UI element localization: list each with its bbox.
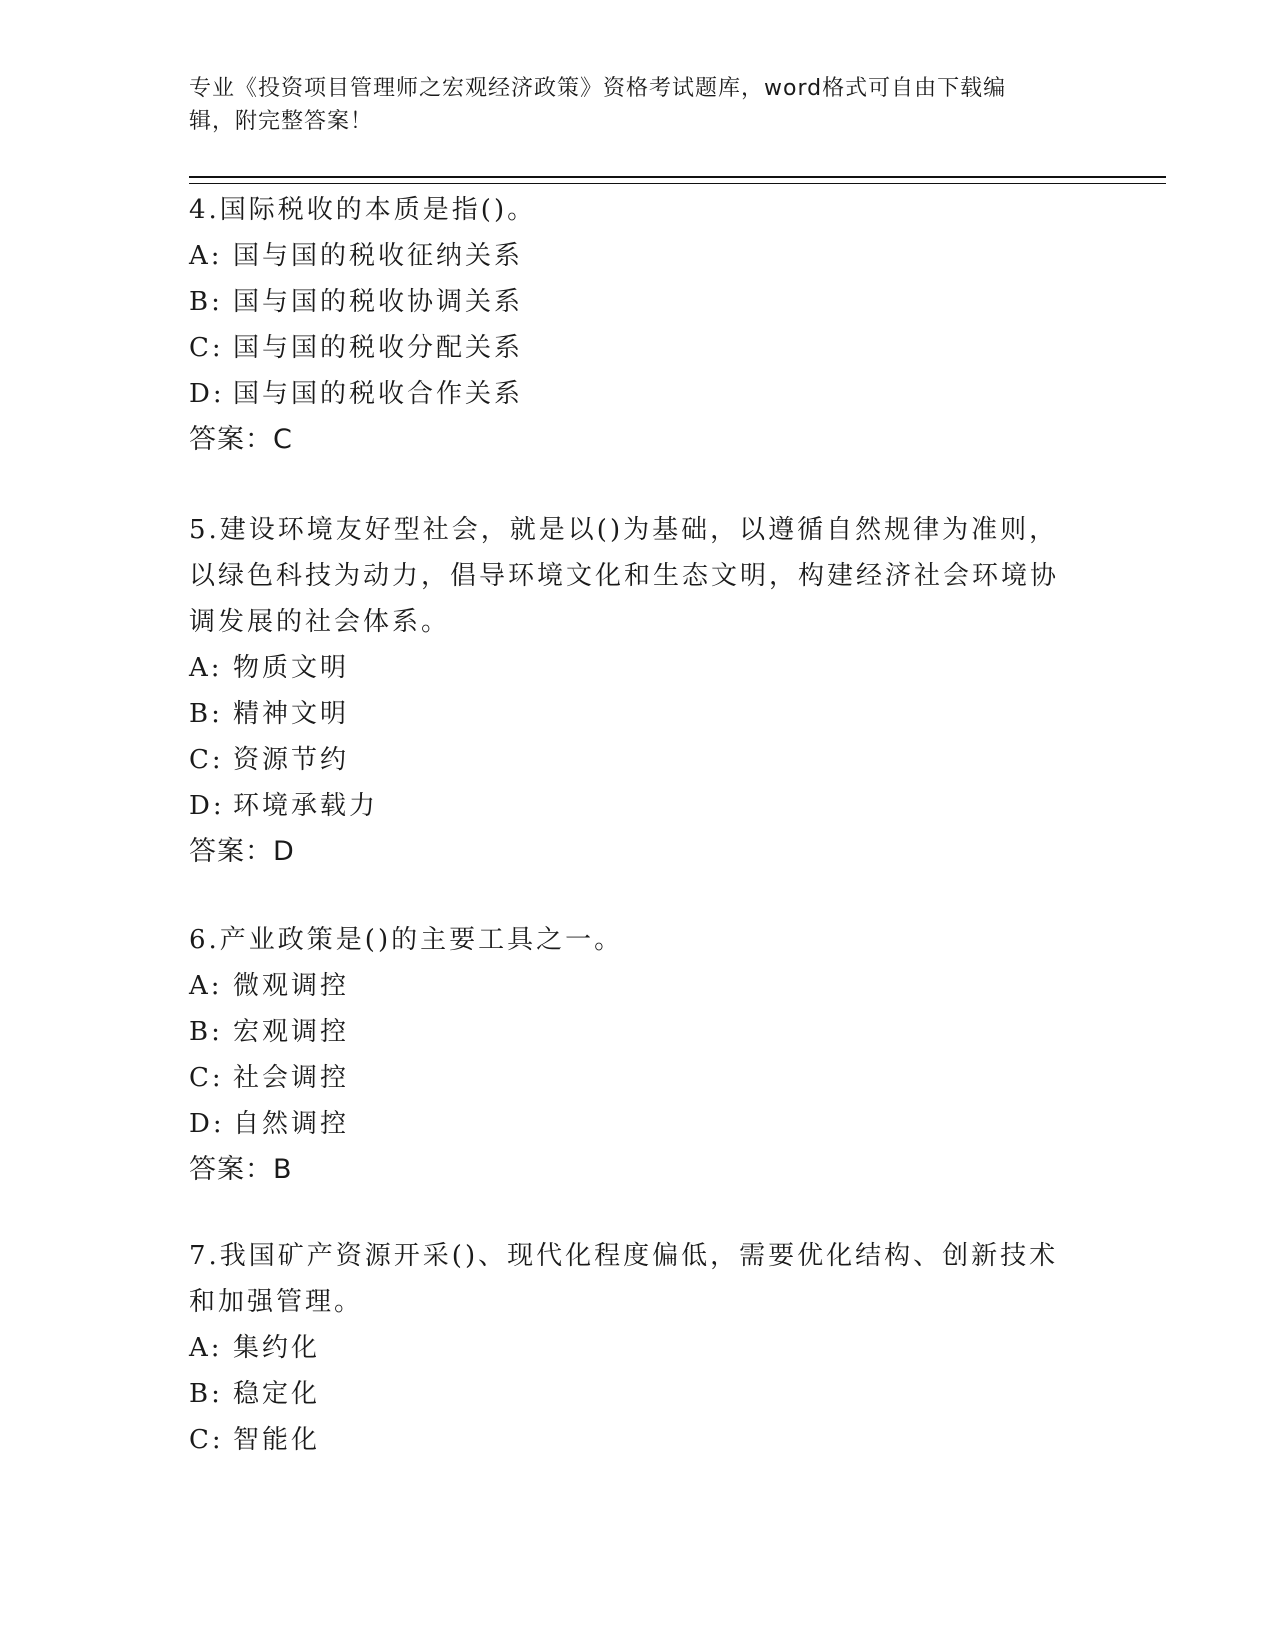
option-text: 智能化 (233, 1425, 321, 1455)
answer: 答案：C (189, 424, 293, 455)
option-letter: C: (189, 1425, 224, 1455)
option-a (189, 645, 1089, 691)
option-d (189, 371, 1089, 417)
option-a (189, 963, 1089, 1009)
option-b (189, 1371, 1089, 1417)
answer: 答案：B (189, 1154, 293, 1185)
question-stem-line-2: 和加强管理。 (189, 1287, 364, 1317)
option-c (189, 1417, 1089, 1463)
answer: 答案：D (189, 836, 295, 867)
header-divider-thin (189, 183, 1166, 184)
option-c (189, 325, 1089, 371)
option-text: 宏观调控 (233, 1017, 350, 1047)
option-letter: D: (189, 791, 225, 821)
question-stem: 4.国际税收的本质是指()。 (189, 195, 537, 225)
option-text: 集约化 (233, 1333, 321, 1363)
question-stem-line-1: 5.建设环境友好型社会，就是以()为基础，以遵循自然规律为准则， (189, 515, 1059, 545)
option-letter: D: (189, 379, 225, 409)
option-text: 国与国的税收征纳关系 (233, 241, 524, 271)
option-letter: C: (189, 745, 224, 775)
option-d (189, 1101, 1089, 1147)
option-letter: C: (189, 1063, 224, 1093)
option-letter: B: (189, 699, 223, 729)
option-text: 国与国的税收协调关系 (233, 287, 524, 317)
option-text: 国与国的税收分配关系 (233, 333, 524, 363)
document-header (189, 72, 1069, 138)
option-d (189, 783, 1089, 829)
option-text: 资源节约 (233, 745, 350, 775)
option-letter: C: (189, 333, 224, 363)
option-text: 社会调控 (233, 1063, 350, 1093)
option-letter: A: (189, 241, 223, 271)
question-stem-line-1: 7.我国矿产资源开采()、现代化程度偏低，需要优化结构、创新技术 (189, 1241, 1059, 1271)
option-b (189, 1009, 1089, 1055)
option-text: 国与国的税收合作关系 (233, 379, 524, 409)
option-b (189, 279, 1089, 325)
header-line-2: 辑，附完整答案！ (189, 109, 374, 134)
question-7 (189, 1233, 1089, 1463)
option-text: 稳定化 (233, 1379, 321, 1409)
question-stem: 6.产业政策是()的主要工具之一。 (189, 925, 624, 955)
option-letter: D: (189, 1109, 225, 1139)
option-text: 环境承载力 (233, 791, 379, 821)
header-line-1: 专业《投资项目管理师之宏观经济政策》资格考试题库，word格式可自由下载编 (189, 76, 1007, 101)
option-a (189, 1325, 1089, 1371)
question-4 (189, 187, 1089, 463)
option-letter: B: (189, 1017, 223, 1047)
question-stem-line-3: 调发展的社会体系。 (189, 607, 451, 637)
option-text: 精神文明 (233, 699, 350, 729)
option-text: 自然调控 (233, 1109, 350, 1139)
header-divider-thick (189, 176, 1166, 178)
option-a (189, 233, 1089, 279)
option-text: 物质文明 (233, 653, 350, 683)
question-5 (189, 507, 1089, 875)
option-b (189, 691, 1089, 737)
option-letter: A: (189, 653, 223, 683)
option-c (189, 1055, 1089, 1101)
option-letter: A: (189, 1333, 223, 1363)
option-text: 微观调控 (233, 971, 350, 1001)
question-6 (189, 917, 1089, 1193)
option-c (189, 737, 1089, 783)
option-letter: B: (189, 287, 223, 317)
option-letter: A: (189, 971, 223, 1001)
question-stem-line-2: 以绿色科技为动力，倡导环境文化和生态文明，构建经济社会环境协 (189, 561, 1060, 591)
option-letter: B: (189, 1379, 223, 1409)
